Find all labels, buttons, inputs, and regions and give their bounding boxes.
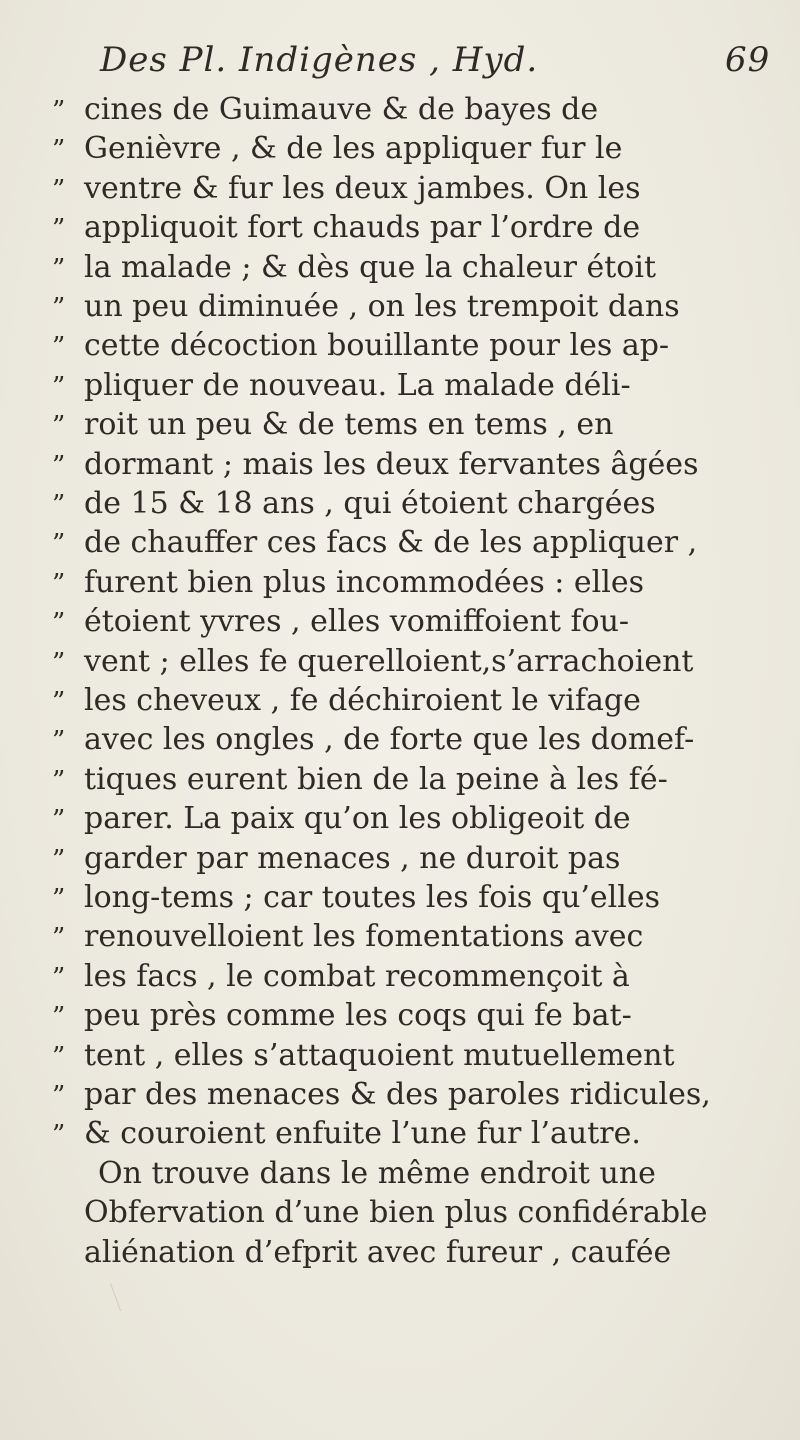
line-text: furent bien plus incommodées : elles	[84, 564, 645, 600]
text-line	[52, 876, 787, 920]
quote-mark: ”	[52, 96, 66, 126]
line-text: & couroient enfuite l’une fur l’autre.	[84, 1116, 641, 1152]
line-text: de 15 & 18 ans , qui étoient chargées	[84, 486, 656, 521]
line-text: renouvelloient les fomentations avec	[84, 919, 644, 955]
quote-mark: ”	[52, 1041, 66, 1072]
quote-mark: ”	[52, 135, 66, 166]
line-text: les facs , le combat recommençoit à	[84, 958, 630, 994]
quote-mark: ”	[52, 805, 66, 836]
quote-mark: ”	[52, 450, 66, 481]
line-text: parer. La paix qu’on les obligeoit de	[84, 801, 631, 837]
line-text: étoient yvres , elles vomiffoient fou-	[84, 604, 630, 640]
line-text: aliénation d’efprit avec fureur , caufée	[84, 1234, 672, 1270]
text-line	[52, 167, 787, 211]
quote-mark: ”	[52, 568, 66, 599]
line-text: les cheveux , fe déchiroient le vifage	[84, 683, 641, 718]
quote-mark: ”	[52, 293, 66, 323]
line-text: garder par menaces , ne duroit pas	[84, 840, 621, 876]
text-line	[52, 994, 787, 1038]
text-line	[52, 206, 787, 250]
text-line	[52, 482, 787, 526]
line-text: dormant ; mais les deux fervantes âgées	[84, 446, 699, 482]
line-text: ventre & fur les deux jambes. On les	[84, 170, 641, 206]
text-line	[52, 521, 787, 565]
line-text: tiques eurent bien de la peine à les fé-	[84, 761, 668, 797]
line-text: cette décoction bouillante pour les ap-	[84, 328, 670, 364]
quote-mark: ”	[52, 923, 66, 954]
line-text: appliquoit fort chauds par l’ordre de	[84, 210, 641, 246]
line-text: la malade ; & dès que la chaleur étoit	[84, 249, 657, 285]
line-text: roit un peu & de tems en tems , en	[84, 407, 614, 443]
text-line	[52, 679, 787, 723]
quote-mark: ”	[52, 884, 66, 914]
text-line	[52, 640, 787, 684]
quote-mark: ”	[52, 647, 66, 678]
line-text: par des menaces & des paroles ridicules,	[84, 1077, 711, 1112]
line-text: Obfervation d’une bien plus confidérable	[84, 1195, 708, 1231]
text-line	[52, 561, 787, 605]
text-line	[52, 1231, 787, 1275]
quote-mark: ”	[52, 1120, 66, 1151]
quote-mark: ”	[52, 332, 66, 363]
quote-mark: ”	[52, 687, 66, 717]
line-text: pliquer de nouveau. La malade déli-	[84, 367, 631, 403]
text-line	[52, 246, 787, 290]
text-line	[52, 600, 787, 644]
line-text: On trouve dans le même endroit une	[98, 1155, 656, 1191]
line-text: tent , elles s’attaquoient mutuellement	[84, 1037, 675, 1073]
line-text: Genièvre , & de les appliquer fur le	[84, 131, 623, 167]
text-line	[52, 88, 787, 132]
text-line	[52, 1191, 787, 1235]
text-line	[52, 915, 787, 959]
quote-mark: ”	[52, 962, 66, 993]
quote-mark: ”	[52, 174, 66, 205]
quote-mark: ”	[52, 214, 66, 245]
quote-mark: ”	[52, 765, 66, 796]
text-line	[52, 324, 787, 368]
text-line	[52, 1073, 787, 1117]
quote-mark: ”	[52, 1081, 66, 1111]
quote-mark: ”	[52, 411, 66, 442]
text-line	[52, 403, 787, 447]
quote-mark: ”	[52, 371, 66, 402]
page-number: 69	[725, 40, 771, 80]
line-text: long-tems ; car toutes les fois qu’elles	[84, 880, 661, 915]
text-line	[52, 1152, 787, 1196]
text-line	[52, 127, 787, 171]
text-line	[52, 285, 787, 329]
running-title: Des Pl. Indigènes , Hyd.	[100, 40, 539, 80]
text-line	[52, 1112, 787, 1156]
paper-mark	[110, 1283, 161, 1311]
quote-mark: ”	[52, 1002, 66, 1033]
quote-mark: ”	[52, 490, 66, 520]
text-line	[52, 443, 787, 487]
quote-mark: ”	[52, 253, 66, 284]
text-line	[52, 1034, 787, 1078]
quote-mark: ”	[52, 726, 66, 757]
text-line	[52, 364, 787, 408]
text-line	[52, 718, 787, 762]
text-line	[52, 955, 787, 999]
line-text: un peu diminuée , on les trempoit dans	[84, 289, 680, 324]
line-text: avec les ongles , de forte que les domef-	[84, 722, 695, 758]
text-line	[52, 758, 787, 802]
text-line	[52, 837, 787, 881]
line-text: cines de Guimauve & de bayes de	[84, 92, 599, 127]
text-line	[52, 797, 787, 841]
line-text: peu près comme les coqs qui fe bat-	[84, 998, 632, 1034]
quote-mark: ”	[52, 844, 66, 875]
quote-mark: ”	[52, 529, 66, 560]
line-text: de chauffer ces facs & de les appliquer ,	[84, 525, 698, 561]
quote-mark: ”	[52, 608, 66, 639]
line-text: vent ; elles fe querelloient,s’arrachoient	[84, 643, 694, 679]
